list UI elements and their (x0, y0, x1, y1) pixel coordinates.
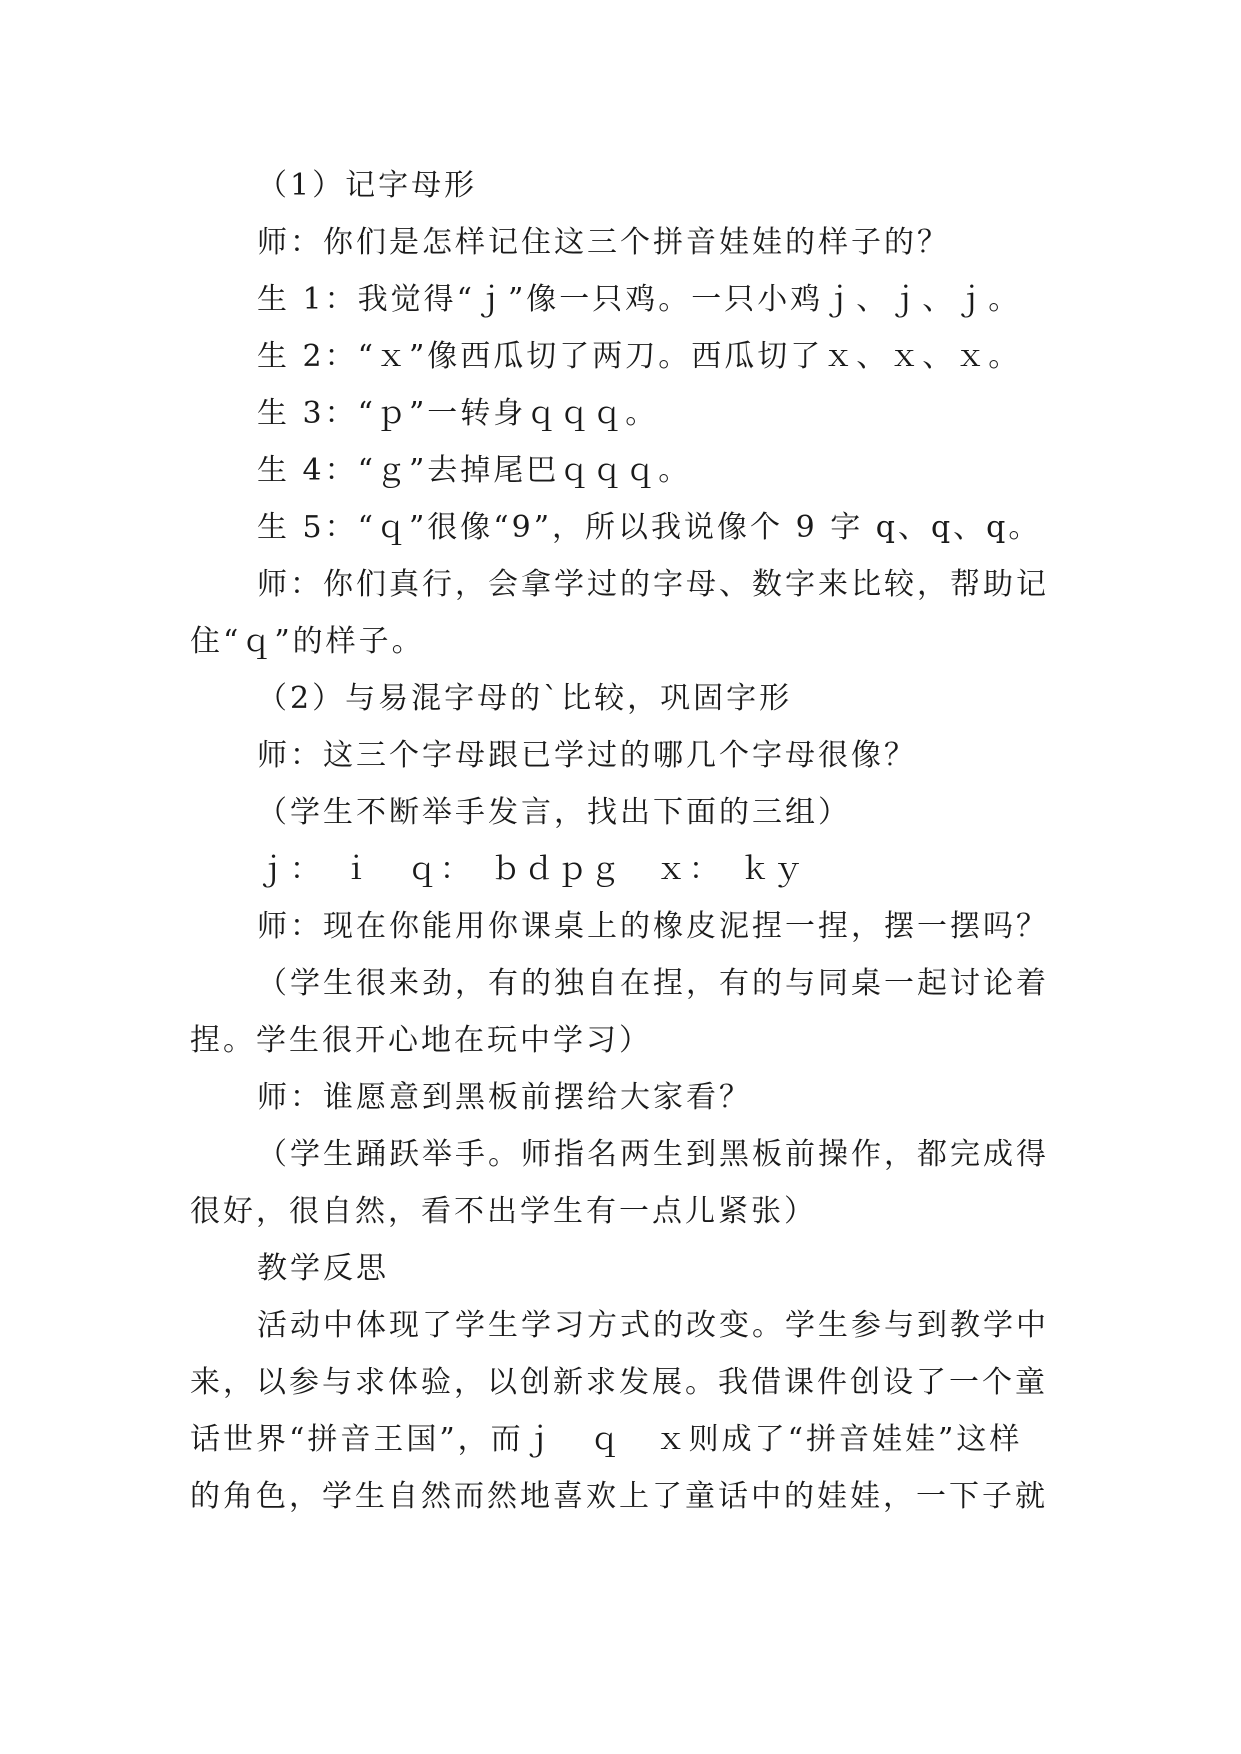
heading-memorize-letter-shape: （1）记字母形 (257, 168, 478, 203)
heading-teaching-reflection: 教学反思 (257, 1251, 389, 1286)
class-note-1: （学生不断举手发言，找出下面的三组） (257, 795, 851, 830)
teacher-question-1: 师：你们是怎样记住这三个拼音娃娃的样子的？ (257, 225, 950, 260)
reflection-line-1: 活动中体现了学生学习方式的改变。学生参与到教学中 (257, 1308, 1049, 1343)
teacher-praise-line-2: 住“ｑ”的样子。 (190, 624, 425, 659)
teacher-question-2: 师：这三个字母跟已学过的哪几个字母很像？ (257, 738, 917, 773)
letter-groups: ｊ： ｉ ｑ： ｂｄｐｇ ｘ： ｋｙ (257, 852, 806, 887)
student-answer-2: 生 2：“ｘ”像西瓜切了两刀。西瓜切了ｘ、ｘ、ｘ。 (257, 339, 1022, 374)
student-answer-5: 生 5：“ｑ”很像“9”，所以我说像个 9 字 q、q、q。 (257, 510, 1042, 545)
teacher-praise-line-1: 师：你们真行，会拿学过的字母、数字来比较，帮助记 (257, 567, 1049, 602)
reflection-line-4: 的角色，学生自然而然地喜欢上了童话中的娃娃，一下子就 (190, 1479, 1048, 1514)
teacher-question-4: 师：谁愿意到黑板前摆给大家看？ (257, 1080, 752, 1115)
student-answer-4: 生 4：“ｇ”去掉尾巴ｑｑｑ。 (257, 453, 692, 488)
class-note-2-line-2: 捏。学生很开心地在玩中学习） (190, 1023, 652, 1058)
class-note-2-line-1: （学生很来劲，有的独自在捏，有的与同桌一起讨论着 (257, 966, 1049, 1001)
teacher-question-3: 师：现在你能用你课桌上的橡皮泥捏一捏，摆一摆吗？ (257, 909, 1049, 944)
reflection-line-2: 来，以参与求体验，以创新求发展。我借课件创设了一个童 (190, 1365, 1048, 1400)
student-answer-3: 生 3：“ｐ”一转身ｑｑｑ。 (257, 396, 659, 431)
reflection-line-3: 话世界“拼音王国”，而ｊ ｑ ｘ则成了“拼音娃娃”这样 (190, 1422, 1023, 1457)
class-note-3-line-2: 很好，很自然，看不出学生有一点儿紧张） (190, 1194, 817, 1229)
class-note-3-line-1: （学生踊跃举手。师指名两生到黑板前操作，都完成得 (257, 1137, 1049, 1172)
heading-compare-letters: （2）与易混字母的`比较，巩固字形 (257, 681, 793, 716)
student-answer-1: 生 1：我觉得“ｊ”像一只鸡。一只小鸡ｊ、ｊ、ｊ。 (257, 282, 1022, 317)
